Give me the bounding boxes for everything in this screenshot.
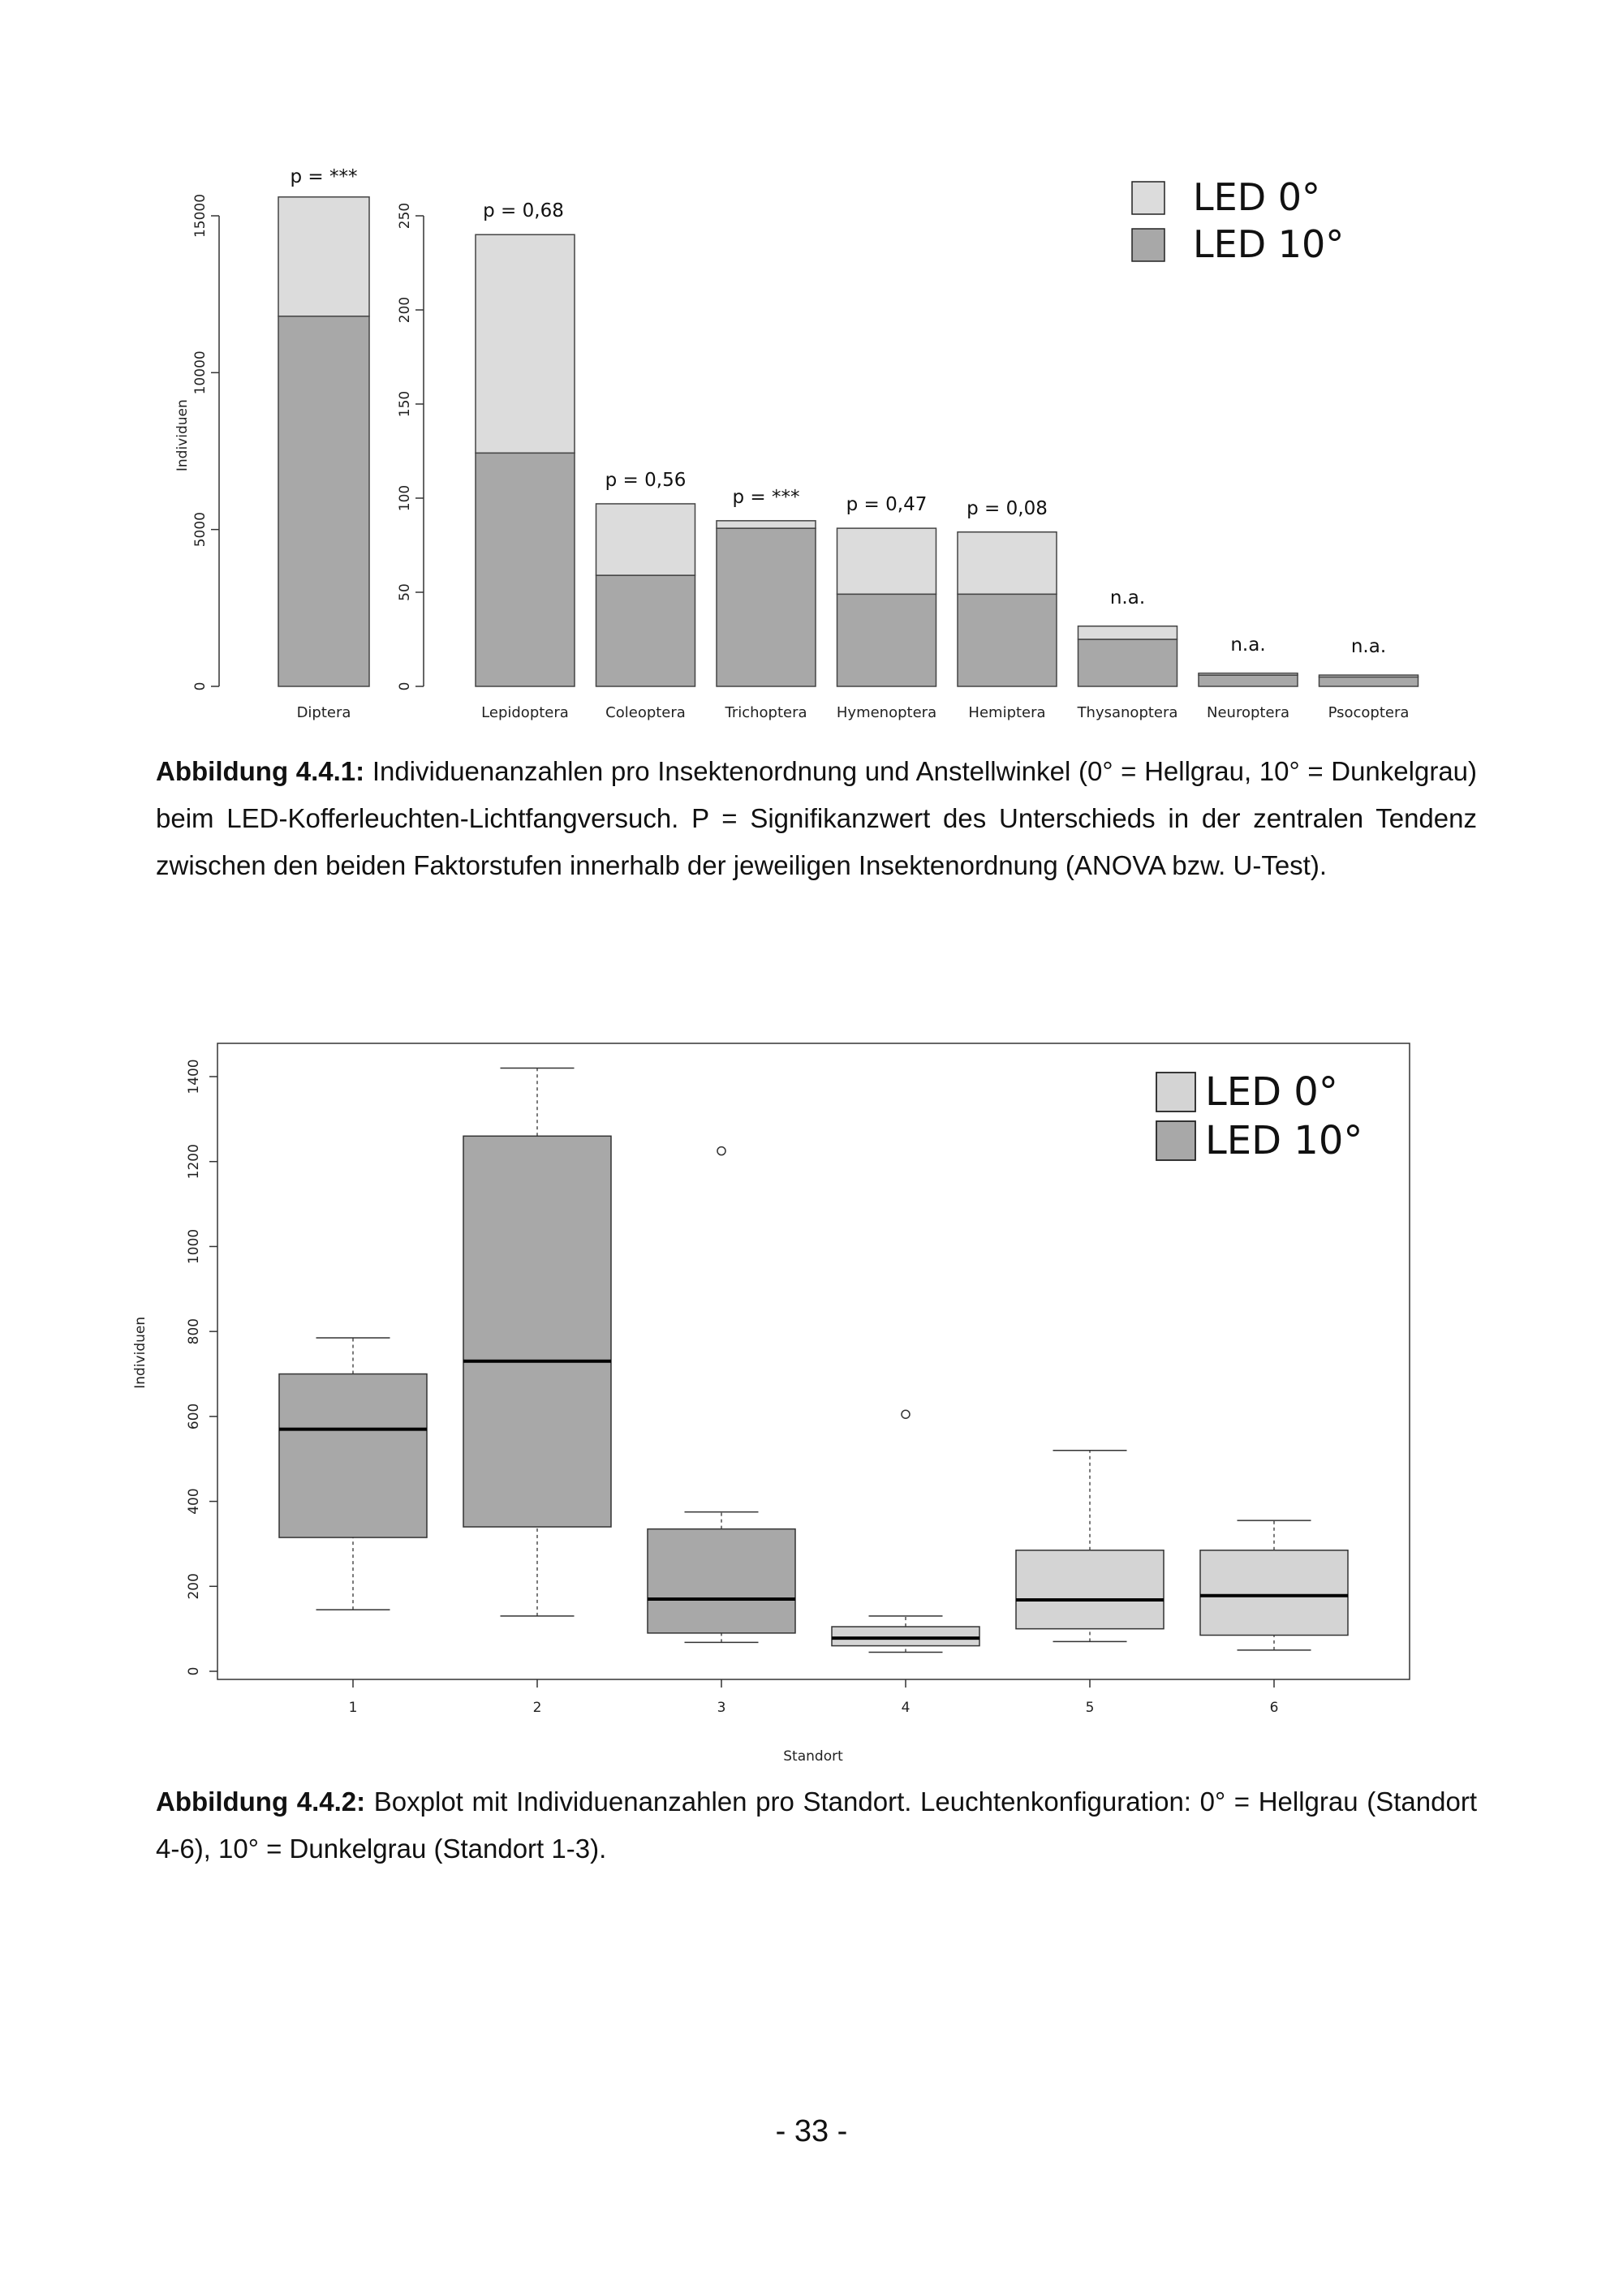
y-tick-label: 200	[186, 1573, 202, 1600]
p-value-label: p = 0,68	[483, 200, 564, 222]
category-label: Hymenoptera	[836, 704, 937, 721]
category-label: Hemiptera	[968, 704, 1046, 721]
y-tick-label-right: 100	[397, 484, 413, 512]
category-label: Psocoptera	[1328, 704, 1410, 721]
y-tick-label: 600	[186, 1403, 202, 1430]
y-tick-label-left: 10000	[192, 350, 209, 395]
y-tick-label-left: 0	[192, 681, 209, 691]
category-label: Coleoptera	[605, 704, 686, 721]
p-value-label: n.a.	[1350, 636, 1387, 658]
bar-neuroptera-led0	[1199, 673, 1298, 675]
category-label: Lepidoptera	[481, 704, 569, 721]
x-axis-label: Standort	[783, 1748, 843, 1765]
bar-neuroptera-led10	[1199, 675, 1298, 686]
legend-label: LED 0°	[1193, 175, 1321, 219]
bar-lepidoptera-led0	[476, 234, 575, 453]
y-tick-label: 400	[186, 1488, 202, 1515]
y-axis-label: Individuen	[174, 399, 191, 472]
left-panel-diptera	[174, 166, 369, 721]
category-label: Diptera	[296, 704, 351, 721]
y-tick-label-left: 5000	[192, 512, 209, 548]
p-value-label: p = 0,56	[605, 469, 687, 491]
x-tick-label: 2	[532, 1700, 542, 1716]
bar-trichoptera-led10	[717, 528, 816, 686]
y-tick-label: 1200	[186, 1144, 202, 1180]
right-panel-other-orders	[397, 200, 1419, 721]
bar-hemiptera-led10	[958, 594, 1057, 686]
bar-thysanoptera-led0	[1078, 626, 1177, 639]
y-axis-label: Individuen	[132, 1316, 149, 1389]
box-standort-6-iqr	[1200, 1550, 1348, 1636]
figure-caption-1	[156, 748, 1477, 889]
p-value-label: p = ***	[732, 486, 800, 508]
y-tick-label: 1000	[186, 1228, 202, 1265]
bar-coleoptera-led10	[596, 575, 695, 686]
x-tick-label: 1	[348, 1700, 358, 1716]
box-standort-4-iqr	[832, 1627, 979, 1646]
x-tick-label: 5	[1085, 1700, 1095, 1716]
legend	[1132, 175, 1344, 266]
legend-swatch-led-0	[1156, 1073, 1195, 1111]
box-standort-2-iqr	[463, 1136, 611, 1527]
boxplot-standort	[122, 1006, 1436, 1769]
caption-text-2: Boxplot mit Individuenanzahlen pro Standort. Leuchtenkonfiguration: 0° = Hellgrau (Standort 4-6), 10° = Dunkelgrau (Standort 1-3).	[156, 1786, 1477, 1864]
legend-swatch-led-0	[1132, 182, 1165, 214]
legend-label: LED 10°	[1205, 1118, 1363, 1163]
y-tick-label: 800	[186, 1318, 202, 1345]
p-value-label: p = ***	[290, 166, 358, 187]
figure-caption-2	[156, 1778, 1477, 1872]
bar-psocoptera-led0	[1319, 675, 1419, 677]
bar-chart-insect-orders	[146, 146, 1444, 730]
y-tick-label-right: 150	[397, 390, 413, 418]
page-number: - 33 -	[775, 2114, 848, 2148]
bar-hemiptera-led0	[958, 532, 1057, 595]
box-standort-4-outlier	[902, 1410, 910, 1418]
legend-label: LED 10°	[1193, 222, 1345, 266]
p-value-label: p = 0,47	[846, 494, 928, 516]
caption-text-1: Individuenanzahlen pro Insektenordnung und Anstellwinkel (0° = Hellgrau, 10° = Dunkelgrau) beim LED-Kofferleuchten-Lichtfangversuch. P = Signifikanzwert des Unterschieds in der zentralen Tendenz zwischen den beiden Faktorstufen innerhalb der jeweiligen Insektenordnung (ANOVA bzw. U-Test).	[156, 756, 1478, 880]
y-tick-label: 1400	[186, 1059, 202, 1094]
y-tick-label-right: 50	[397, 583, 413, 601]
bar-trichoptera-led0	[717, 521, 816, 528]
bar-hymenoptera-led10	[837, 594, 936, 686]
category-label: Thysanoptera	[1077, 704, 1178, 721]
box-standort-3-outlier	[717, 1147, 725, 1155]
category-label: Trichoptera	[725, 704, 807, 721]
p-value-label: n.a.	[1230, 634, 1266, 656]
box-standort-3-iqr	[648, 1529, 795, 1633]
caption-label-1: Abbildung 4.4.1:	[156, 756, 365, 786]
bar-hymenoptera-led0	[837, 528, 936, 594]
bar-thysanoptera-led10	[1078, 639, 1177, 686]
x-tick-label: 3	[717, 1700, 726, 1716]
y-tick-label: 0	[186, 1666, 202, 1676]
p-value-label: n.a.	[1109, 587, 1146, 608]
legend-swatch-led-10	[1156, 1121, 1195, 1160]
box-standort-1-iqr	[279, 1374, 427, 1538]
bar-diptera-led0	[278, 197, 369, 316]
y-tick-label-right: 250	[397, 202, 413, 230]
bar-lepidoptera-led10	[476, 453, 575, 686]
category-label: Neuroptera	[1207, 704, 1289, 721]
y-tick-label-left: 15000	[192, 193, 209, 239]
y-tick-label-right: 200	[397, 296, 413, 324]
caption-label-2: Abbildung 4.4.2:	[156, 1786, 366, 1817]
bar-coleoptera-led0	[596, 504, 695, 575]
bar-psocoptera-led10	[1319, 677, 1419, 686]
legend	[1156, 1069, 1363, 1163]
p-value-label: p = 0,08	[966, 497, 1048, 519]
legend-label: LED 0°	[1205, 1069, 1338, 1115]
legend-swatch-led-10	[1132, 229, 1165, 261]
x-tick-label: 6	[1269, 1700, 1279, 1716]
x-tick-label: 4	[901, 1700, 911, 1716]
box-standort-5-iqr	[1016, 1550, 1164, 1629]
y-tick-label-right: 0	[397, 681, 413, 691]
bar-diptera-led10	[278, 316, 369, 686]
